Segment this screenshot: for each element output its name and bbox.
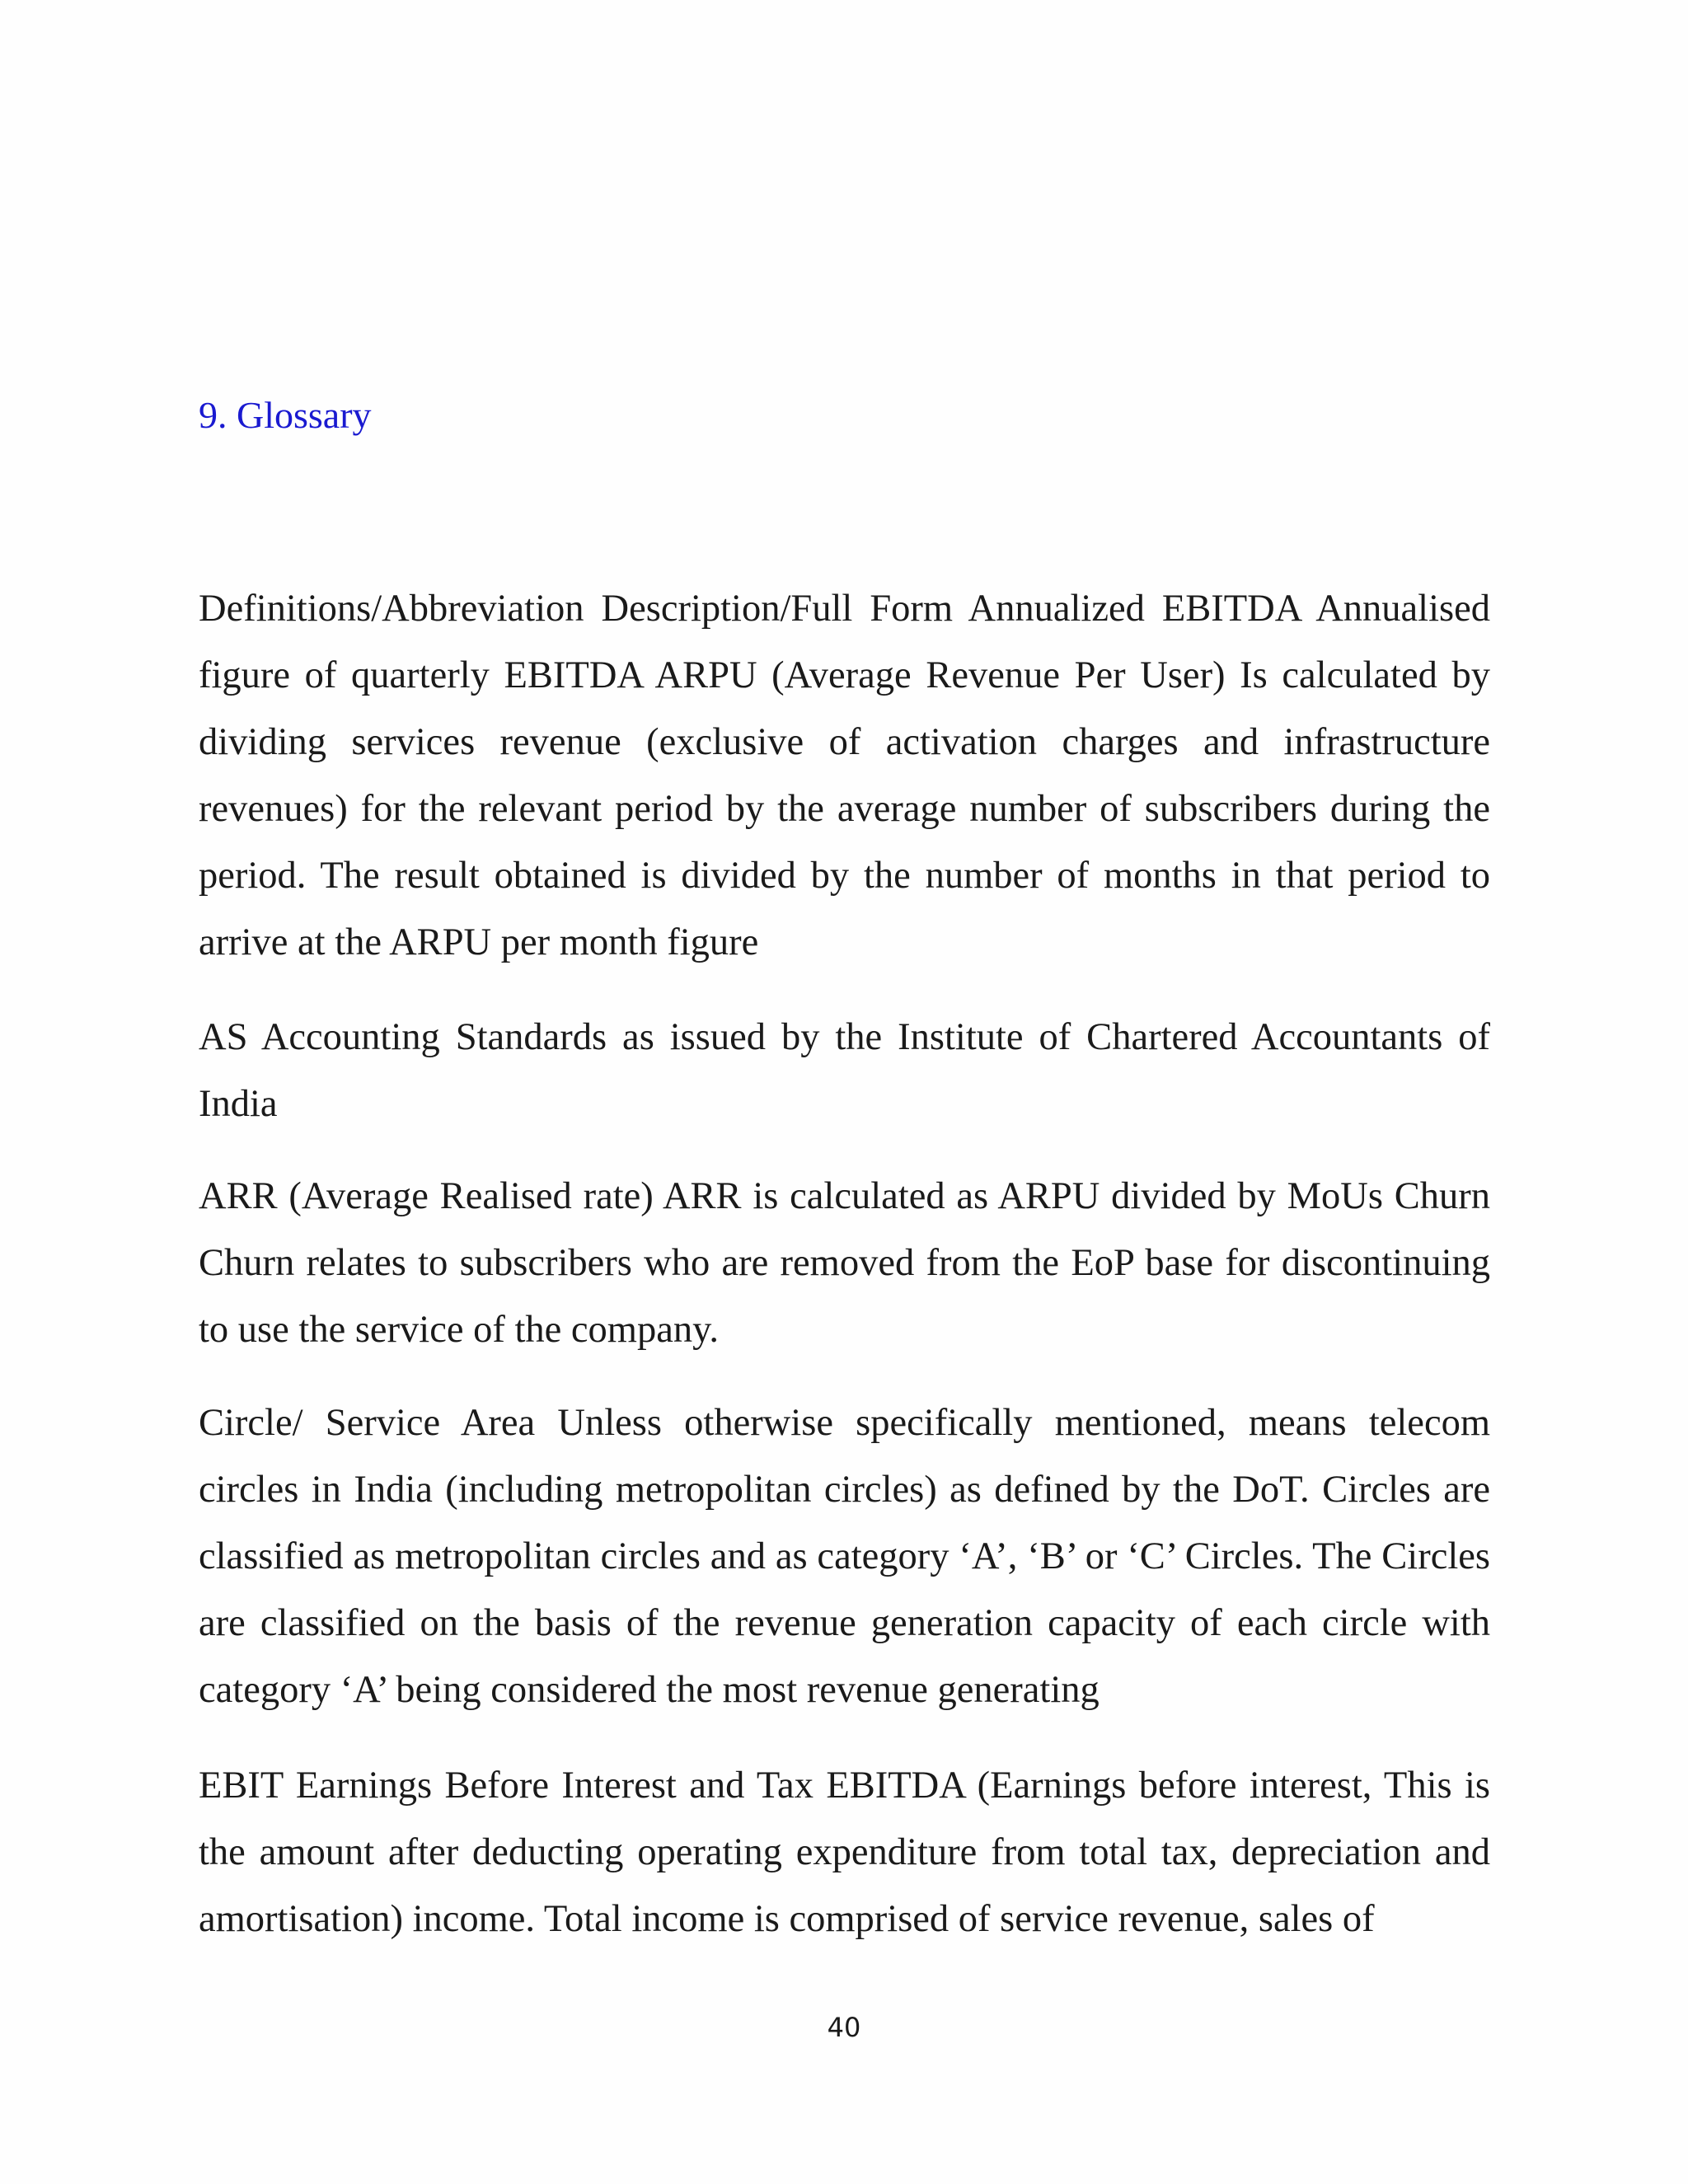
section-heading: 9. Glossary [199, 394, 372, 436]
glossary-paragraph-as: AS Accounting Standards as issued by the Institute of Chartered Accountants of India [199, 1016, 1490, 1125]
glossary-paragraph-circle: Circle/ Service Area Unless otherwise specifically mentioned, means telecom circles in India (including metropolitan circles) as defined by the DoT. Circles are classified as metropolitan circles and as category ‘A’, ‘B’ or ‘C’ Circles. The Circles are classified on the basis of the revenue generation capacity of each circle with category ‘A’ being considered the most revenue generating [199, 1402, 1490, 1711]
glossary-paragraph-ebit-ebitda: EBIT Earnings Before Interest and Tax EBITDA (Earnings before interest, This is the amount after deducting operating expenditure from total tax, depreciation and amortisation) income. Total income is comprised of service revenue, sales of [199, 1765, 1490, 1940]
glossary-paragraph-annualized-ebitda-arpu: Definitions/Abbreviation Description/Full Form Annualized EBITDA Annualised figure of quarterly EBITDA ARPU (Average Revenue Per User) Is calculated by dividing services revenue (exclusive of activation charges and infrastructure revenues) for the relevant period by the average number of subscribers during the period. The result obtained is divided by the number of months in that period to arrive at the ARPU per month figure [199, 588, 1490, 963]
glossary-paragraph-arr-churn: ARR (Average Realised rate) ARR is calculated as ARPU divided by MoUs Churn Churn relates to subscribers who are removed from the EoP base for discontinuing to use the service of the company. [199, 1175, 1490, 1351]
page-number: 40 [827, 2012, 861, 2043]
